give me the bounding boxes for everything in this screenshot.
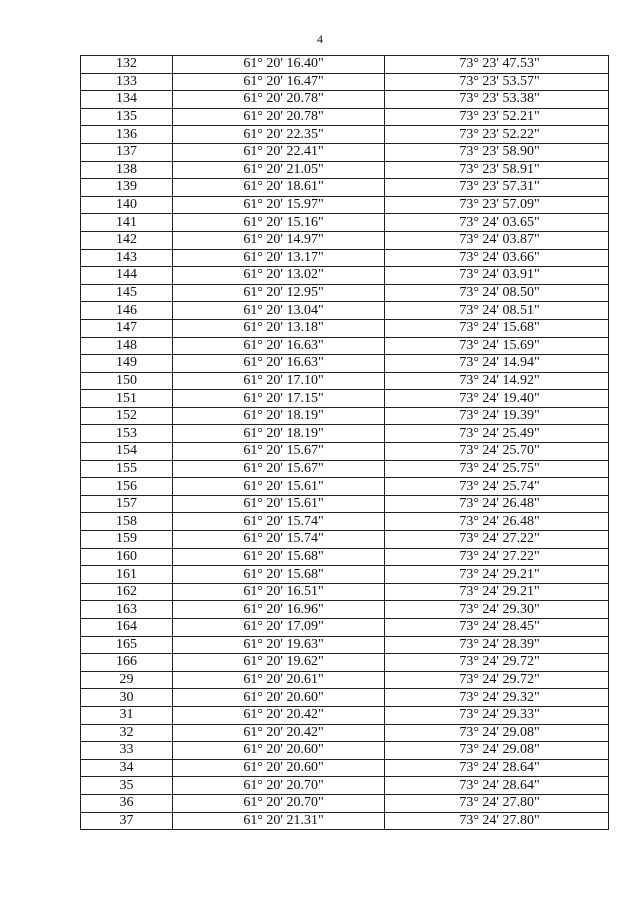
longitude-cell: 73° 24' 19.40" [385, 390, 609, 408]
table-row [81, 355, 609, 373]
point-number-cell: 36 [81, 794, 173, 812]
longitude-cell: 73° 24' 27.80" [385, 794, 609, 812]
table-row [81, 143, 609, 161]
table-row [81, 161, 609, 179]
point-number-cell: 151 [81, 390, 173, 408]
table-row [81, 548, 609, 566]
longitude-cell: 73° 24' 29.21" [385, 566, 609, 584]
longitude-cell: 73° 23' 53.57" [385, 73, 609, 91]
table-row [81, 73, 609, 91]
longitude-cell: 73° 24' 27.22" [385, 548, 609, 566]
latitude-cell: 61° 20' 22.35" [173, 126, 385, 144]
point-number-cell: 135 [81, 108, 173, 126]
table-row [81, 108, 609, 126]
table-row [81, 267, 609, 285]
point-number-cell: 152 [81, 407, 173, 425]
point-number-cell: 35 [81, 777, 173, 795]
longitude-cell: 73° 23' 47.53" [385, 56, 609, 74]
latitude-cell: 61° 20' 15.61" [173, 478, 385, 496]
point-number-cell: 160 [81, 548, 173, 566]
table-row [81, 619, 609, 637]
longitude-cell: 73° 24' 03.87" [385, 231, 609, 249]
table-row [81, 636, 609, 654]
longitude-cell: 73° 24' 15.68" [385, 319, 609, 337]
latitude-cell: 61° 20' 13.02" [173, 267, 385, 285]
point-number-cell: 159 [81, 531, 173, 549]
latitude-cell: 61° 20' 16.51" [173, 583, 385, 601]
longitude-cell: 73° 24' 26.48" [385, 495, 609, 513]
point-number-cell: 143 [81, 249, 173, 267]
point-number-cell: 163 [81, 601, 173, 619]
longitude-cell: 73° 24' 08.51" [385, 302, 609, 320]
point-number-cell: 147 [81, 319, 173, 337]
point-number-cell: 146 [81, 302, 173, 320]
longitude-cell: 73° 24' 28.45" [385, 619, 609, 637]
longitude-cell: 73° 24' 29.08" [385, 742, 609, 760]
latitude-cell: 61° 20' 22.41" [173, 143, 385, 161]
table-row [81, 759, 609, 777]
latitude-cell: 61° 20' 15.67" [173, 460, 385, 478]
table-row [81, 231, 609, 249]
latitude-cell: 61° 20' 16.47" [173, 73, 385, 91]
longitude-cell: 73° 24' 28.39" [385, 636, 609, 654]
table-row [81, 601, 609, 619]
table-row [81, 407, 609, 425]
page-number: 4 [317, 32, 323, 46]
point-number-cell: 30 [81, 689, 173, 707]
latitude-cell: 61° 20' 15.68" [173, 548, 385, 566]
table-row [81, 531, 609, 549]
latitude-cell: 61° 20' 20.60" [173, 759, 385, 777]
table-row [81, 337, 609, 355]
table-row [81, 372, 609, 390]
longitude-cell: 73° 24' 08.50" [385, 284, 609, 302]
longitude-cell: 73° 23' 57.09" [385, 196, 609, 214]
point-number-cell: 32 [81, 724, 173, 742]
latitude-cell: 61° 20' 18.19" [173, 407, 385, 425]
point-number-cell: 154 [81, 443, 173, 461]
latitude-cell: 61° 20' 20.70" [173, 794, 385, 812]
longitude-cell: 73° 23' 58.91" [385, 161, 609, 179]
latitude-cell: 61° 20' 17.09" [173, 619, 385, 637]
latitude-cell: 61° 20' 18.19" [173, 425, 385, 443]
latitude-cell: 61° 20' 13.17" [173, 249, 385, 267]
point-number-cell: 141 [81, 214, 173, 232]
point-number-cell: 31 [81, 706, 173, 724]
point-number-cell: 136 [81, 126, 173, 144]
longitude-cell: 73° 24' 03.65" [385, 214, 609, 232]
table-row [81, 319, 609, 337]
latitude-cell: 61° 20' 19.63" [173, 636, 385, 654]
latitude-cell: 61° 20' 16.63" [173, 355, 385, 373]
table-row [81, 478, 609, 496]
table-row [81, 443, 609, 461]
latitude-cell: 61° 20' 15.74" [173, 531, 385, 549]
latitude-cell: 61° 20' 17.15" [173, 390, 385, 408]
point-number-cell: 133 [81, 73, 173, 91]
latitude-cell: 61° 20' 14.97" [173, 231, 385, 249]
table-row [81, 689, 609, 707]
longitude-cell: 73° 24' 29.21" [385, 583, 609, 601]
point-number-cell: 166 [81, 654, 173, 672]
longitude-cell: 73° 24' 27.80" [385, 812, 609, 830]
table-row [81, 284, 609, 302]
latitude-cell: 61° 20' 15.61" [173, 495, 385, 513]
latitude-cell: 61° 20' 17.10" [173, 372, 385, 390]
point-number-cell: 158 [81, 513, 173, 531]
point-number-cell: 138 [81, 161, 173, 179]
table-row [81, 777, 609, 795]
point-number-cell: 142 [81, 231, 173, 249]
longitude-cell: 73° 24' 03.91" [385, 267, 609, 285]
table-row [81, 495, 609, 513]
point-number-cell: 134 [81, 91, 173, 109]
table-row [81, 425, 609, 443]
table-row [81, 812, 609, 830]
latitude-cell: 61° 20' 20.78" [173, 108, 385, 126]
table-row [81, 794, 609, 812]
latitude-cell: 61° 20' 21.05" [173, 161, 385, 179]
latitude-cell: 61° 20' 12.95" [173, 284, 385, 302]
longitude-cell: 73° 24' 14.94" [385, 355, 609, 373]
point-number-cell: 140 [81, 196, 173, 214]
longitude-cell: 73° 24' 15.69" [385, 337, 609, 355]
longitude-cell: 73° 24' 28.64" [385, 759, 609, 777]
point-number-cell: 144 [81, 267, 173, 285]
longitude-cell: 73° 23' 57.31" [385, 179, 609, 197]
latitude-cell: 61° 20' 20.61" [173, 671, 385, 689]
table-row [81, 302, 609, 320]
latitude-cell: 61° 20' 16.96" [173, 601, 385, 619]
point-number-cell: 165 [81, 636, 173, 654]
longitude-cell: 73° 23' 52.21" [385, 108, 609, 126]
latitude-cell: 61° 20' 20.42" [173, 706, 385, 724]
longitude-cell: 73° 24' 03.66" [385, 249, 609, 267]
longitude-cell: 73° 24' 26.48" [385, 513, 609, 531]
table-row [81, 91, 609, 109]
longitude-cell: 73° 24' 25.70" [385, 443, 609, 461]
longitude-cell: 73° 24' 29.08" [385, 724, 609, 742]
point-number-cell: 34 [81, 759, 173, 777]
table-row [81, 583, 609, 601]
point-number-cell: 33 [81, 742, 173, 760]
latitude-cell: 61° 20' 20.60" [173, 689, 385, 707]
longitude-cell: 73° 23' 52.22" [385, 126, 609, 144]
longitude-cell: 73° 24' 29.33" [385, 706, 609, 724]
point-number-cell: 148 [81, 337, 173, 355]
table-row [81, 654, 609, 672]
point-number-cell: 149 [81, 355, 173, 373]
latitude-cell: 61° 20' 13.04" [173, 302, 385, 320]
longitude-cell: 73° 24' 29.72" [385, 671, 609, 689]
table-row [81, 390, 609, 408]
latitude-cell: 61° 20' 20.70" [173, 777, 385, 795]
table-row [81, 513, 609, 531]
table-row [81, 724, 609, 742]
longitude-cell: 73° 24' 14.92" [385, 372, 609, 390]
latitude-cell: 61° 20' 15.97" [173, 196, 385, 214]
longitude-cell: 73° 24' 19.39" [385, 407, 609, 425]
table-row [81, 179, 609, 197]
coordinates-table-body [81, 56, 609, 830]
latitude-cell: 61° 20' 16.40" [173, 56, 385, 74]
table-row [81, 706, 609, 724]
latitude-cell: 61° 20' 21.31" [173, 812, 385, 830]
latitude-cell: 61° 20' 15.16" [173, 214, 385, 232]
longitude-cell: 73° 24' 29.32" [385, 689, 609, 707]
longitude-cell: 73° 24' 25.49" [385, 425, 609, 443]
table-row [81, 196, 609, 214]
point-number-cell: 162 [81, 583, 173, 601]
point-number-cell: 150 [81, 372, 173, 390]
point-number-cell: 29 [81, 671, 173, 689]
table-row [81, 460, 609, 478]
point-number-cell: 153 [81, 425, 173, 443]
table-row [81, 671, 609, 689]
point-number-cell: 37 [81, 812, 173, 830]
latitude-cell: 61° 20' 20.42" [173, 724, 385, 742]
longitude-cell: 73° 24' 28.64" [385, 777, 609, 795]
longitude-cell: 73° 24' 27.22" [385, 531, 609, 549]
latitude-cell: 61° 20' 15.74" [173, 513, 385, 531]
point-number-cell: 137 [81, 143, 173, 161]
latitude-cell: 61° 20' 20.78" [173, 91, 385, 109]
longitude-cell: 73° 23' 58.90" [385, 143, 609, 161]
point-number-cell: 132 [81, 56, 173, 74]
point-number-cell: 157 [81, 495, 173, 513]
latitude-cell: 61° 20' 15.68" [173, 566, 385, 584]
latitude-cell: 61° 20' 13.18" [173, 319, 385, 337]
point-number-cell: 139 [81, 179, 173, 197]
latitude-cell: 61° 20' 16.63" [173, 337, 385, 355]
longitude-cell: 73° 24' 25.74" [385, 478, 609, 496]
table-row [81, 742, 609, 760]
latitude-cell: 61° 20' 19.62" [173, 654, 385, 672]
longitude-cell: 73° 24' 29.30" [385, 601, 609, 619]
table-row [81, 214, 609, 232]
point-number-cell: 161 [81, 566, 173, 584]
longitude-cell: 73° 24' 25.75" [385, 460, 609, 478]
table-row [81, 566, 609, 584]
point-number-cell: 164 [81, 619, 173, 637]
latitude-cell: 61° 20' 20.60" [173, 742, 385, 760]
latitude-cell: 61° 20' 18.61" [173, 179, 385, 197]
table-row [81, 249, 609, 267]
table-row [81, 126, 609, 144]
latitude-cell: 61° 20' 15.67" [173, 443, 385, 461]
table-row [81, 56, 609, 74]
coordinates-table [80, 55, 609, 830]
point-number-cell: 156 [81, 478, 173, 496]
point-number-cell: 145 [81, 284, 173, 302]
point-number-cell: 155 [81, 460, 173, 478]
longitude-cell: 73° 24' 29.72" [385, 654, 609, 672]
longitude-cell: 73° 23' 53.38" [385, 91, 609, 109]
